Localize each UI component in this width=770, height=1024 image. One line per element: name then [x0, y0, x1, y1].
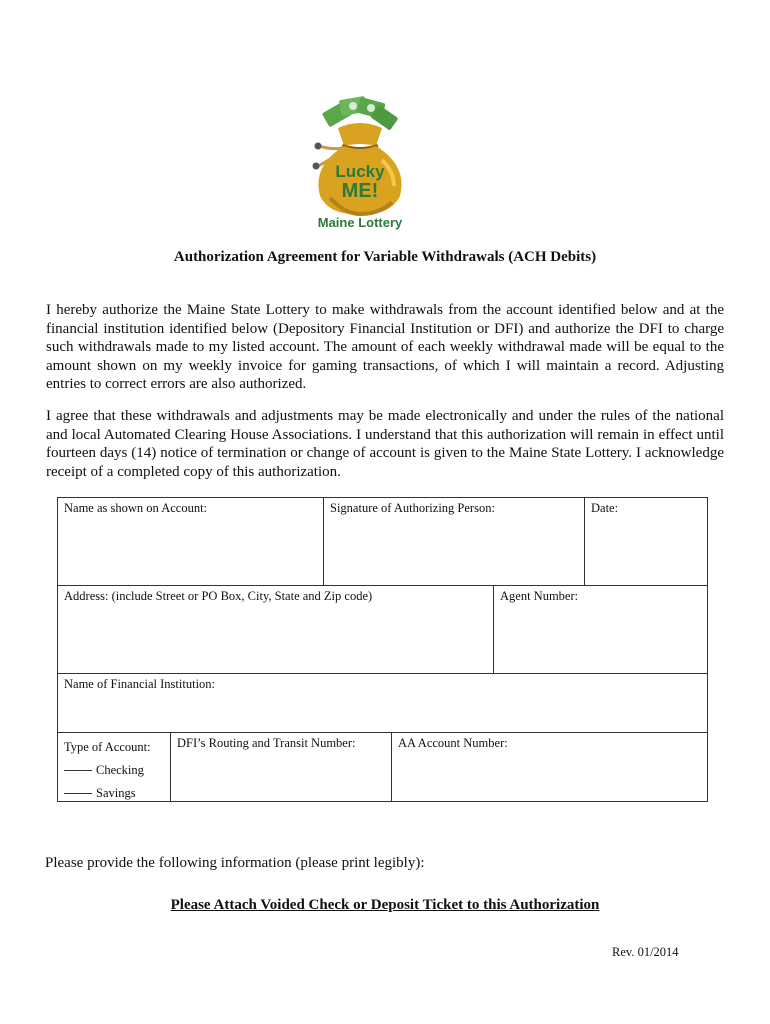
financial-institution-field[interactable]: [58, 674, 707, 732]
aa-account-number-field[interactable]: [392, 733, 707, 802]
address-label: Address: (include Street or PO Box, City, State and Zip code): [64, 589, 373, 603]
authorization-form: [57, 497, 708, 802]
savings-blank[interactable]: [64, 793, 92, 794]
agent-number-field[interactable]: [494, 586, 707, 673]
logo-text-me: ME!: [341, 180, 379, 202]
account-type-label: Type of Account:: [64, 740, 151, 754]
name-on-account-label: Name as shown on Account:: [64, 501, 208, 515]
authorization-paragraph: I hereby authorize the Maine State Lottery to make withdrawals from the account identified below and at the financial institution identified below (Depository Financial Institution or DFI) and authorize the DFI to charge such withdrawals made to my listed account. The amount of each weekly withdrawal made will be equal to the amount shown on my weekly invoice for gaming transactions, of which I will maintain a record. Adjusting entries to correct errors are also authorized.: [46, 302, 724, 393]
aa-account-number-label: AA Account Number:: [398, 736, 508, 750]
savings-option[interactable]: [64, 782, 164, 805]
routing-number-field[interactable]: [171, 733, 391, 802]
attach-voided-check-note: Please Attach Voided Check or Deposit Ticket to this Authorization: [170, 897, 600, 913]
date-label: Date:: [591, 501, 619, 515]
account-type-field: [58, 733, 170, 802]
signature-label: Signature of Authorizing Person:: [330, 501, 495, 515]
document-title: Authorization Agreement for Variable Withdrawals (ACH Debits): [173, 249, 597, 265]
name-on-account-field[interactable]: [58, 498, 323, 585]
checking-option[interactable]: [64, 759, 164, 782]
agent-number-label: Agent Number:: [500, 589, 579, 603]
logo-text-lucky: Lucky: [335, 162, 385, 181]
address-field[interactable]: [58, 586, 493, 673]
maine-lottery-logo: [290, 88, 430, 233]
signature-field[interactable]: [324, 498, 584, 585]
financial-institution-label: Name of Financial Institution:: [64, 677, 216, 691]
date-field[interactable]: [585, 498, 707, 585]
checking-label: Checking: [96, 763, 144, 777]
money-bag-icon: [290, 88, 430, 233]
routing-number-label: DFI’s Routing and Transit Number:: [177, 736, 356, 750]
logo-subtitle: Maine Lottery: [317, 215, 403, 230]
savings-label: Savings: [96, 786, 136, 800]
agreement-paragraph: I agree that these withdrawals and adjustments may be made electronically and under the rules of the national and local Automated Clearing House Associations. I understand that this authorization will remain in effect until fourteen days (14) notice of termination or change of account is given to the Maine State Lottery. I acknowledge receipt of a completed copy of this authorization.: [46, 408, 724, 480]
print-instruction: Please provide the following information (please print legibly):: [45, 855, 425, 871]
revision-number: Rev. 01/2014: [612, 945, 679, 959]
checking-blank[interactable]: [64, 770, 92, 771]
